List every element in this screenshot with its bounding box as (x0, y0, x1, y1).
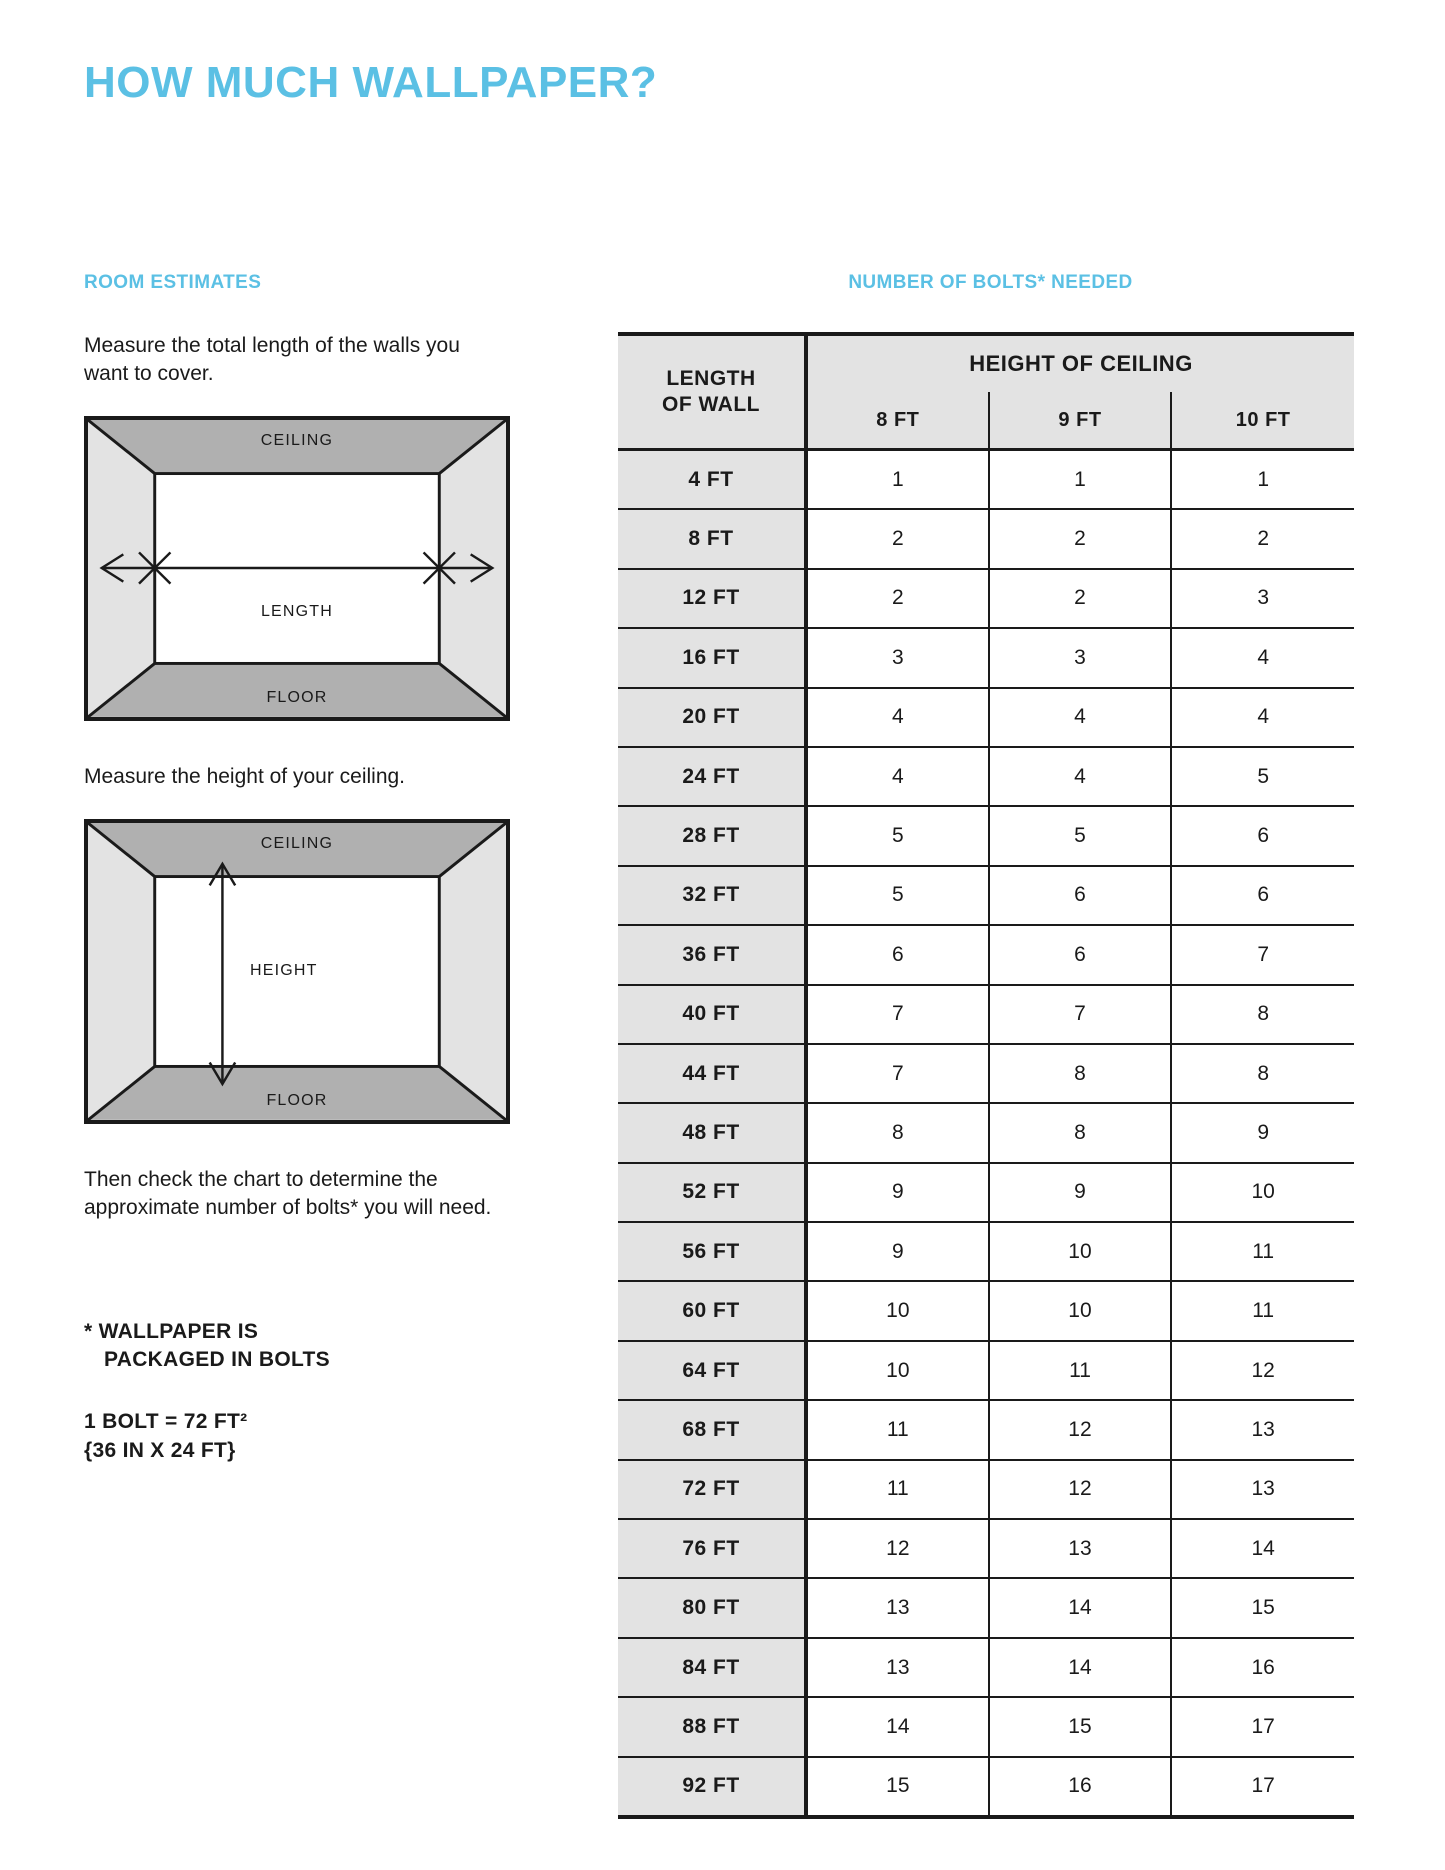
cell-bolts-count: 4 (806, 747, 989, 806)
diagram-length-label: LENGTH (260, 602, 334, 620)
cell-wall-length: 40 FT (618, 985, 806, 1044)
cell-bolts-count: 4 (989, 688, 1172, 747)
cell-wall-length: 44 FT (618, 1044, 806, 1103)
cell-wall-length: 64 FT (618, 1341, 806, 1400)
cell-bolts-count: 2 (806, 569, 989, 628)
cell-bolts-count: 5 (806, 806, 989, 865)
cell-bolts-count: 2 (989, 509, 1172, 568)
cell-wall-length: 80 FT (618, 1578, 806, 1637)
cell-wall-length: 68 FT (618, 1400, 806, 1459)
cell-bolts-count: 11 (806, 1460, 989, 1519)
cell-wall-length: 16 FT (618, 628, 806, 687)
cell-bolts-count: 5 (806, 866, 989, 925)
cell-bolts-count: 6 (806, 925, 989, 984)
cell-wall-length: 12 FT (618, 569, 806, 628)
table-row (618, 1757, 1354, 1817)
cell-bolts-count: 3 (989, 628, 1172, 687)
table-row (618, 628, 1354, 687)
cell-bolts-count: 16 (1171, 1638, 1354, 1697)
diagram-ceiling-label: CEILING (260, 431, 334, 449)
cell-bolts-count: 15 (806, 1757, 989, 1817)
cell-wall-length: 28 FT (618, 806, 806, 865)
header-length-of-wall-line2: OF WALL (662, 393, 760, 416)
cell-bolts-count: 14 (806, 1697, 989, 1756)
room-estimates-heading: ROOM ESTIMATES (84, 272, 262, 293)
cell-bolts-count: 15 (989, 1697, 1172, 1756)
cell-bolts-count: 13 (806, 1638, 989, 1697)
cell-bolts-count: 9 (806, 1163, 989, 1222)
table-row (618, 1281, 1354, 1340)
table-row (618, 1460, 1354, 1519)
cell-bolts-count: 2 (806, 509, 989, 568)
cell-wall-length: 32 FT (618, 866, 806, 925)
cell-wall-length: 8 FT (618, 509, 806, 568)
table-row (618, 1578, 1354, 1637)
table-row (618, 450, 1354, 510)
table-row (618, 1697, 1354, 1756)
cell-bolts-count: 17 (1171, 1757, 1354, 1817)
bolt-size-line-1: 1 BOLT = 72 FT² (84, 1410, 248, 1434)
cell-wall-length: 48 FT (618, 1103, 806, 1162)
cell-bolts-count: 6 (989, 925, 1172, 984)
cell-bolts-count: 12 (1171, 1341, 1354, 1400)
table-row (618, 509, 1354, 568)
cell-bolts-count: 12 (989, 1400, 1172, 1459)
diagram-ceiling-label-2: CEILING (260, 834, 334, 852)
cell-bolts-count: 8 (806, 1103, 989, 1162)
cell-bolts-count: 15 (1171, 1578, 1354, 1637)
cell-wall-length: 24 FT (618, 747, 806, 806)
cell-bolts-count: 7 (806, 985, 989, 1044)
cell-bolts-count: 6 (989, 866, 1172, 925)
cell-wall-length: 56 FT (618, 1222, 806, 1281)
cell-bolts-count: 4 (1171, 688, 1354, 747)
footnote-line-2: PACKAGED IN BOLTS (104, 1347, 330, 1371)
cell-bolts-count: 5 (1171, 747, 1354, 806)
table-row (618, 747, 1354, 806)
cell-bolts-count: 9 (1171, 1103, 1354, 1162)
cell-bolts-count: 10 (989, 1281, 1172, 1340)
cell-bolts-count: 10 (806, 1281, 989, 1340)
header-length-of-wall (618, 334, 806, 450)
cell-bolts-count: 8 (989, 1044, 1172, 1103)
bolts-table-section (618, 272, 1363, 1819)
cell-wall-length: 76 FT (618, 1519, 806, 1578)
cell-bolts-count: 2 (1171, 509, 1354, 568)
footnote-line-1: * WALLPAPER IS (84, 1319, 259, 1343)
cell-bolts-count: 8 (989, 1103, 1172, 1162)
bolts-table-head (618, 334, 1354, 450)
cell-bolts-count: 12 (989, 1460, 1172, 1519)
cell-bolts-count: 12 (806, 1519, 989, 1578)
cell-bolts-count: 4 (806, 688, 989, 747)
cell-bolts-count: 16 (989, 1757, 1172, 1817)
cell-bolts-count: 13 (989, 1519, 1172, 1578)
cell-wall-length: 72 FT (618, 1460, 806, 1519)
table-row (618, 1222, 1354, 1281)
cell-bolts-count: 3 (1171, 569, 1354, 628)
table-row (618, 1400, 1354, 1459)
table-row (618, 806, 1354, 865)
bolts-table (618, 332, 1354, 1819)
cell-wall-length: 60 FT (618, 1281, 806, 1340)
cell-wall-length: 52 FT (618, 1163, 806, 1222)
room-estimates-section (84, 272, 504, 1465)
cell-bolts-count: 13 (806, 1578, 989, 1637)
cell-bolts-count: 14 (989, 1578, 1172, 1637)
cell-bolts-count: 17 (1171, 1697, 1354, 1756)
cell-bolts-count: 10 (1171, 1163, 1354, 1222)
header-length-of-wall-line1: LENGTH (666, 366, 756, 390)
header-col-10ft: 10 FT (1171, 392, 1354, 450)
cell-bolts-count: 1 (989, 450, 1172, 510)
table-row (618, 569, 1354, 628)
table-row (618, 1163, 1354, 1222)
cell-wall-length: 20 FT (618, 688, 806, 747)
bolt-size-line-2: {36 IN X 24 FT} (84, 1438, 236, 1462)
cell-bolts-count: 13 (1171, 1460, 1354, 1519)
cell-wall-length: 4 FT (618, 450, 806, 510)
cell-bolts-count: 8 (1171, 1044, 1354, 1103)
bolts-table-body (618, 450, 1354, 1817)
cell-bolts-count: 1 (1171, 450, 1354, 510)
table-row (618, 985, 1354, 1044)
cell-bolts-count: 8 (1171, 985, 1354, 1044)
table-row (618, 688, 1354, 747)
cell-bolts-count: 10 (989, 1222, 1172, 1281)
cell-bolts-count: 11 (989, 1341, 1172, 1400)
diagram-floor-label: FLOOR (266, 688, 328, 706)
cell-bolts-count: 14 (1171, 1519, 1354, 1578)
cell-bolts-count: 1 (806, 450, 989, 510)
diagram-edge-lines (88, 420, 506, 717)
room-diagram-height (84, 819, 510, 1124)
cell-bolts-count: 13 (1171, 1400, 1354, 1459)
cell-bolts-count: 7 (989, 985, 1172, 1044)
table-row (618, 1519, 1354, 1578)
instruction-check-chart: Then check the chart to determine the approximate number of bolts* you will need. (84, 1167, 492, 1219)
cell-bolts-count: 11 (1171, 1281, 1354, 1340)
diagram-floor-label-2: FLOOR (266, 1091, 328, 1109)
cell-bolts-count: 4 (989, 747, 1172, 806)
header-height-of-ceiling: HEIGHT OF CEILING (806, 334, 1354, 392)
instruction-measure-height: Measure the height of your ceiling. (84, 764, 406, 788)
cell-bolts-count: 2 (989, 569, 1172, 628)
diagram-height-label: HEIGHT (250, 962, 318, 980)
room-diagram-length (84, 416, 510, 721)
cell-bolts-count: 14 (989, 1638, 1172, 1697)
page-title: HOW MUCH WALLPAPER? (84, 58, 658, 107)
cell-wall-length: 36 FT (618, 925, 806, 984)
cell-bolts-count: 5 (989, 806, 1172, 865)
cell-bolts-count: 6 (1171, 866, 1354, 925)
cell-bolts-count: 11 (1171, 1222, 1354, 1281)
header-col-8ft: 8 FT (806, 392, 989, 450)
cell-wall-length: 88 FT (618, 1697, 806, 1756)
table-row (618, 925, 1354, 984)
table-row (618, 1341, 1354, 1400)
cell-wall-length: 84 FT (618, 1638, 806, 1697)
cell-bolts-count: 9 (989, 1163, 1172, 1222)
bolts-table-header-row-1 (618, 334, 1354, 392)
cell-bolts-count: 6 (1171, 806, 1354, 865)
instruction-measure-length: Measure the total length of the walls you want to cover. (84, 334, 460, 385)
cell-bolts-count: 11 (806, 1400, 989, 1459)
footnote-block (84, 1318, 504, 1465)
cell-bolts-count: 7 (1171, 925, 1354, 984)
table-row (618, 1638, 1354, 1697)
cell-wall-length: 92 FT (618, 1757, 806, 1817)
cell-bolts-count: 10 (806, 1341, 989, 1400)
cell-bolts-count: 9 (806, 1222, 989, 1281)
table-row (618, 1044, 1354, 1103)
table-row (618, 866, 1354, 925)
bolts-table-heading: NUMBER OF BOLTS* NEEDED (848, 272, 1133, 293)
cell-bolts-count: 3 (806, 628, 989, 687)
cell-bolts-count: 4 (1171, 628, 1354, 687)
table-row (618, 1103, 1354, 1162)
cell-bolts-count: 7 (806, 1044, 989, 1103)
header-col-9ft: 9 FT (989, 392, 1172, 450)
